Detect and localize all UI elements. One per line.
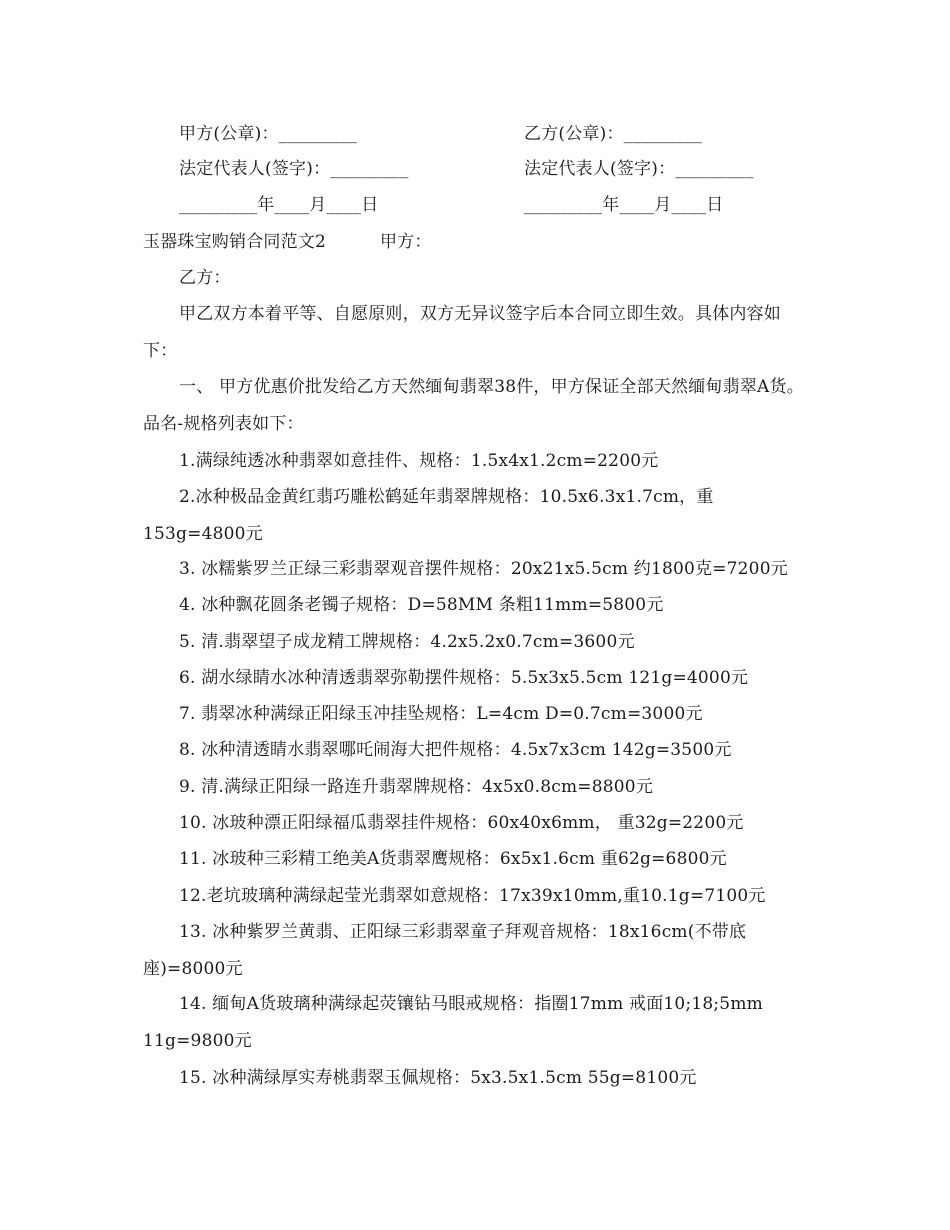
list-item: 5. 清.翡翠望子成龙精工牌规格：4.2x5.2x0.7cm=3600元 <box>179 632 635 652</box>
list-item: 3. 冰糯紫罗兰正绿三彩翡翠观音摆件规格：20x21x5.5cm 约1800克=7200元 <box>179 559 788 579</box>
list-item: 15. 冰种满绿厚实寿桃翡翠玉佩规格：5x3.5x1.5cm 55g=8100元 <box>179 1068 697 1088</box>
list-item: 7. 翡翠冰种满绿正阳绿玉冲挂坠规格：L=4cm D=0.7cm=3000元 <box>179 704 703 724</box>
intro-paragraph: 甲乙双方本着平等、自愿原则，双方无异议签字后本合同立即生效。具体内容如下： <box>143 304 781 361</box>
party-a-date-line: _________年____月____日 <box>179 195 379 215</box>
list-item: 4. 冰种飘花圆条老镯子规格：D=58MM 条粗11mm=5800元 <box>179 595 664 615</box>
party-a-rep-line: 法定代表人(签字)：_________ <box>179 159 409 179</box>
list-item: 1.满绿纯透冰种翡翠如意挂件、规格：1.5x4x1.2cm=2200元 <box>179 451 659 471</box>
clause-1-paragraph: 一、 甲方优惠价批发给乙方天然缅甸翡翠38件，甲方保证全部天然缅甸翡翠A货。品名-规格列表如下： <box>143 377 804 434</box>
party-b-rep-line: 法定代表人(签字)：_________ <box>524 159 754 179</box>
party-a-seal-line: 甲方(公章)：_________ <box>179 124 357 144</box>
list-item: 10. 冰玻种漂正阳绿福瓜翡翠挂件规格：60x40x6mm， 重32g=2200元 <box>179 813 744 833</box>
party-a-label: 甲方： <box>380 232 432 252</box>
list-item: 2.冰种极品金黄红翡巧雕松鹤延年翡翠牌规格：10.5x6.3x1.7cm，重153g=4800元 <box>143 487 714 544</box>
list-item: 13. 冰种紫罗兰黄翡、正阳绿三彩翡翠童子拜观音规格：18x16cm(不带底座)=8000元 <box>143 922 747 979</box>
list-item: 9. 清.满绿正阳绿一路连升翡翠牌规格：4x5x0.8cm=8800元 <box>179 777 654 797</box>
list-item: 12.老坑玻璃种满绿起莹光翡翠如意规格：17x39x10mm,重10.1g=7100元 <box>179 886 766 906</box>
list-item: 6. 湖水绿睛水冰种清透翡翠弥勒摆件规格：5.5x3x5.5cm 121g=4000元 <box>179 668 749 688</box>
contract-title: 玉器珠宝购销合同范文2 <box>143 232 327 252</box>
list-item: 8. 冰种清透睛水翡翠哪吒闹海大把件规格：4.5x7x3cm 142g=3500元 <box>179 740 732 760</box>
list-item: 14. 缅甸A货玻璃种满绿起荧镶钻马眼戒规格：指圈17mm 戒面10;18;5mm 11g=9800元 <box>143 994 763 1051</box>
party-b-date-line: _________年____月____日 <box>524 195 724 215</box>
party-b-seal-line: 乙方(公章)：_________ <box>524 124 702 144</box>
party-b-label: 乙方： <box>179 268 231 288</box>
list-item: 11. 冰玻种三彩精工绝美A货翡翠鹰规格：6x5x1.6cm 重62g=6800元 <box>179 849 727 869</box>
